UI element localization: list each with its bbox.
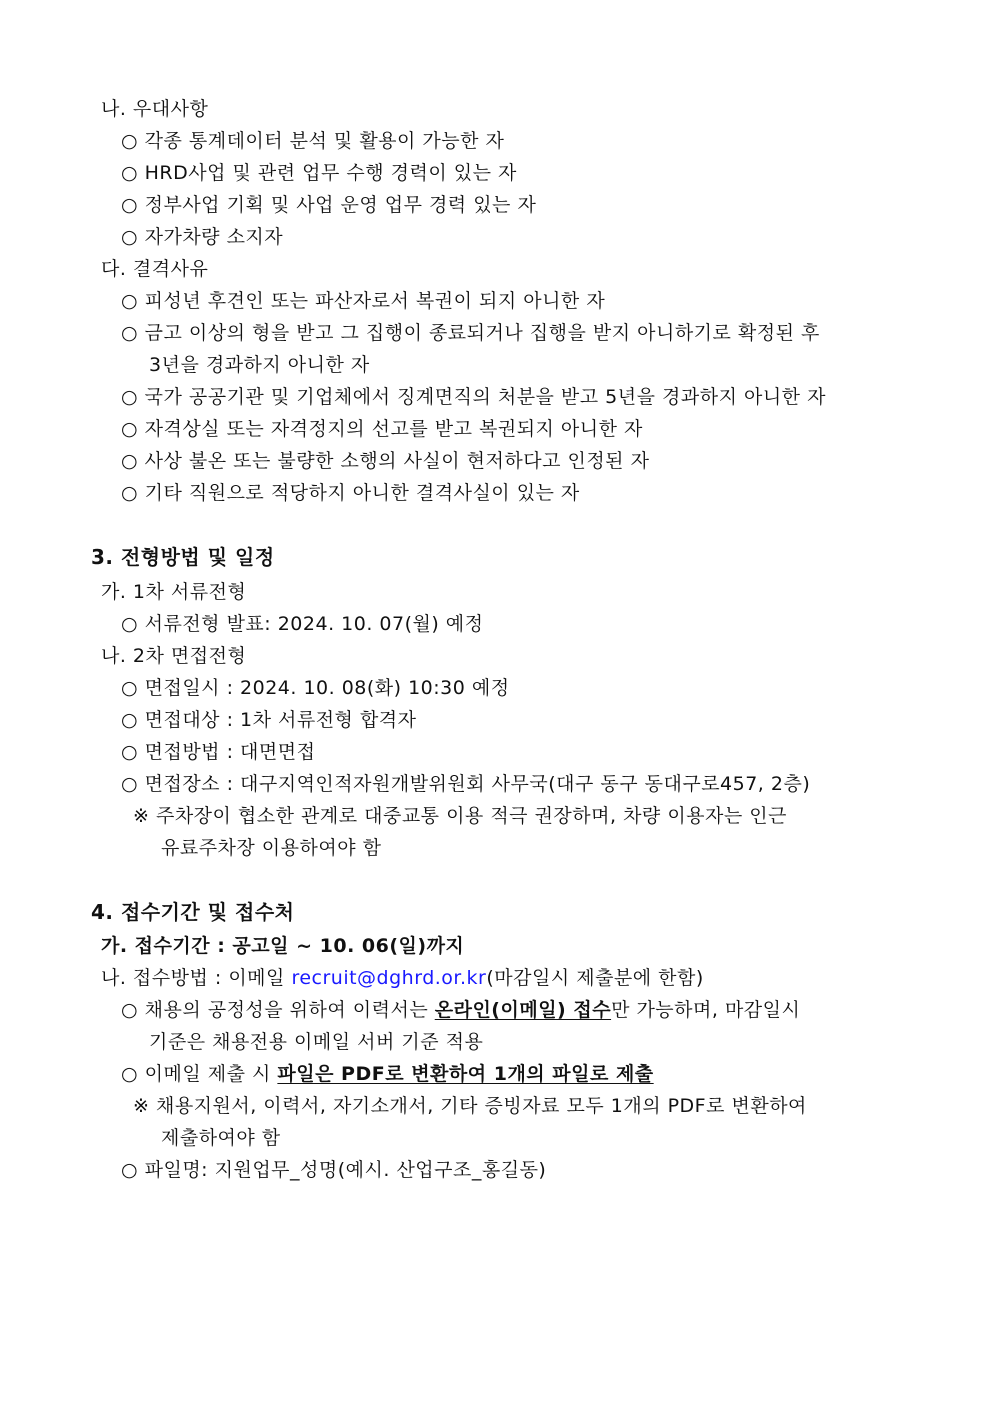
parking-note-continued: 유료주차장 이용하여야 함 <box>161 837 382 859</box>
preferential-heading: 나. 우대사항 <box>101 98 209 120</box>
fairness-item <box>121 998 800 1022</box>
second-screening-heading: 나. 2차 면접전형 <box>101 645 247 667</box>
disqualification-heading: 다. 결격사유 <box>101 258 209 280</box>
application-method-prefix: 나. 접수방법 : 이메일 <box>101 967 292 989</box>
disqualification-item: ○ 자격상실 또는 자격정지의 선고를 받고 복권되지 아니한 자 <box>121 418 643 440</box>
email-link[interactable]: recruit@dghrd.or.kr <box>291 967 487 989</box>
fairness-text-end: 만 가능하며, 마감일시 <box>611 999 801 1021</box>
interview-target: ○ 면접대상 : 1차 서류전형 합격자 <box>121 709 417 731</box>
section-3-title: 3. 전형방법 및 일정 <box>91 545 275 569</box>
submission-text: ○ 이메일 제출 시 <box>121 1063 278 1085</box>
interview-location: ○ 면접장소 : 대구지역인적자원개발위원회 사무국(대구 동구 동대구로457, 2층) <box>121 773 811 795</box>
application-method <box>101 966 704 990</box>
interview-method: ○ 면접방법 : 대면면접 <box>121 741 316 763</box>
application-period: 가. 접수기간 : 공고일 ~ 10. 06(일)까지 <box>101 935 465 957</box>
disqualification-item: ○ 금고 이상의 형을 받고 그 집행이 종료되거나 집행을 받지 아니하기로 확정된 후 <box>121 322 820 344</box>
fairness-text: ○ 채용의 공정성을 위하여 이력서는 <box>121 999 435 1021</box>
disqualification-item-continued: 3년을 경과하지 아니한 자 <box>149 354 370 376</box>
preferential-item: ○ 정부사업 기획 및 사업 운영 업무 경력 있는 자 <box>121 194 537 216</box>
first-screening-item: ○ 서류전형 발표: 2024. 10. 07(월) 예정 <box>121 613 484 635</box>
preferential-item: ○ 자가차량 소지자 <box>121 226 284 248</box>
submission-note: ※ 채용지원서, 이력서, 자기소개서, 기타 증빙자료 모두 1개의 PDF로 변환하여 <box>133 1095 807 1117</box>
first-screening-heading: 가. 1차 서류전형 <box>101 581 247 603</box>
interview-date: ○ 면접일시 : 2024. 10. 08(화) 10:30 예정 <box>121 677 510 699</box>
preferential-item: ○ 각종 통계데이터 분석 및 활용이 가능한 자 <box>121 130 505 152</box>
disqualification-item: ○ 국가 공공기관 및 기업체에서 징계면직의 처분을 받고 5년을 경과하지 아니한 자 <box>121 386 826 408</box>
fairness-item-continued: 기준은 채용전용 이메일 서버 기준 적용 <box>149 1031 484 1053</box>
parking-note: ※ 주차장이 협소한 관계로 대중교통 이용 적극 권장하며, 차량 이용자는 인근 <box>133 805 787 827</box>
disqualification-item: ○ 사상 불온 또는 불량한 소행의 사실이 현저하다고 인정된 자 <box>121 450 650 472</box>
disqualification-item: ○ 기타 직원으로 적당하지 아니한 결격사실이 있는 자 <box>121 482 580 504</box>
preferential-item: ○ HRD사업 및 관련 업무 수행 경력이 있는 자 <box>121 162 517 184</box>
disqualification-item: ○ 피성년 후견인 또는 파산자로서 복권이 되지 아니한 자 <box>121 290 606 312</box>
submission-item <box>121 1062 654 1086</box>
filename-item: ○ 파일명: 지원업무_성명(예시. 산업구조_홍길동) <box>121 1159 547 1181</box>
online-only-emphasis: 온라인(이메일) 접수 <box>434 999 612 1021</box>
submission-note-continued: 제출하여야 함 <box>161 1127 281 1149</box>
application-method-suffix: (마감일시 제출분에 한함) <box>486 967 704 989</box>
section-4-title: 4. 접수기간 및 접수처 <box>91 900 295 924</box>
pdf-single-file-emphasis: 파일은 PDF로 변환하여 1개의 파일로 제출 <box>277 1063 654 1085</box>
